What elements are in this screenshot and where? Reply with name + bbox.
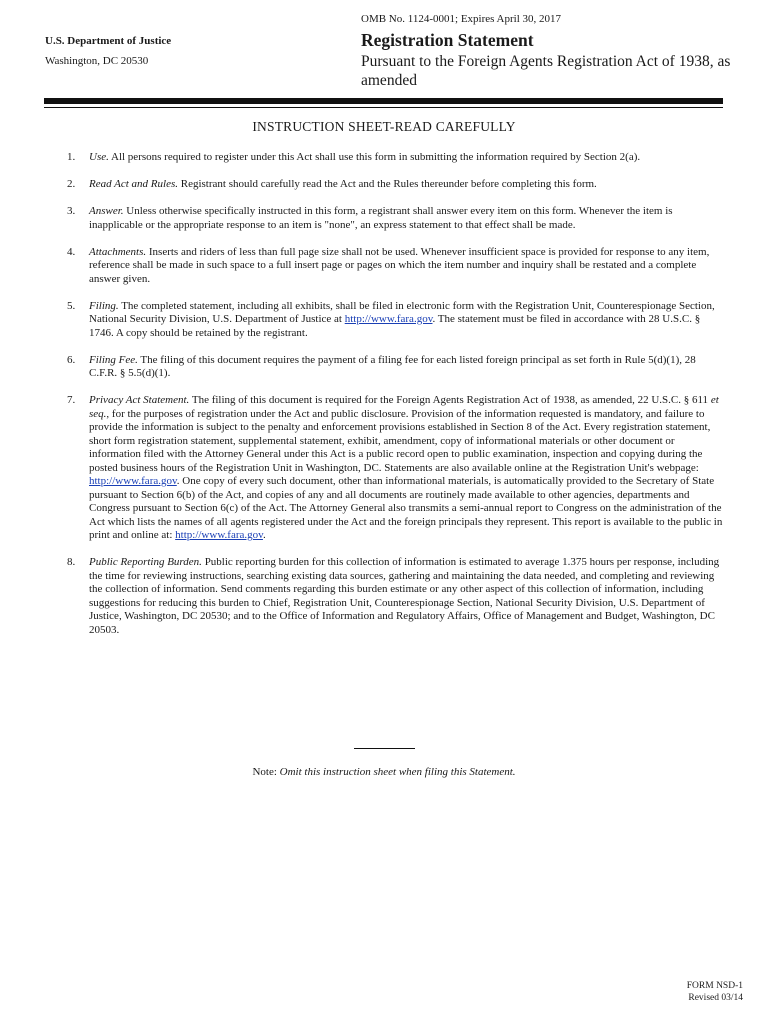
omit-note xyxy=(0,766,768,778)
item-text: Unless otherwise specifically instructed in this form, a registrant shall answer every item on this form. Whenever the item is inapplicable or the appropriate response to an item is "none", an express statement to that effect shall be made. xyxy=(89,205,673,231)
instruction-item-filing-fee xyxy=(0,354,768,381)
item-text: The filing of this document requires the payment of a filing fee for each listed foreign principal as set forth in Rule 5(d)(1), 28 C.F.R. § 5.5(d)(1). xyxy=(89,353,696,379)
department-location: Washington, DC 20530 xyxy=(45,55,149,67)
instruction-item-read-act xyxy=(0,178,768,192)
header-rule-thin xyxy=(44,107,723,108)
department-name: U.S. Department of Justice xyxy=(45,35,172,47)
form-subtitle: Pursuant to the Foreign Agents Registration Act of 1938, as amended xyxy=(361,53,731,89)
item-lead: Filing. xyxy=(89,299,119,312)
item-lead: Filing Fee. xyxy=(89,353,138,366)
instruction-item-filing xyxy=(0,300,768,341)
title-block xyxy=(361,30,741,90)
item-text: Inserts and riders of less than full page size shall not be used. Whenever insufficient space is provided for response to any item, reference shall be made in such space to a full insert page or pages on which the item number and inquiry shall be restated and a complete answer given. xyxy=(89,245,710,285)
item-number: 6. xyxy=(67,353,76,366)
et-seq-text: et seq. xyxy=(89,394,719,420)
item-number: 5. xyxy=(67,299,76,312)
note-text: Omit this instruction sheet when filing this Statement. xyxy=(279,766,516,778)
item-number: 2. xyxy=(67,178,76,190)
instruction-item-attachments xyxy=(0,246,768,287)
item-number: 7. xyxy=(67,394,76,406)
item-lead: Answer. xyxy=(89,205,124,217)
item-lead: Attachments. xyxy=(89,245,147,258)
form-title: Registration Statement xyxy=(361,30,534,50)
fara-link[interactable]: http://www.fara.gov xyxy=(344,313,433,325)
item-text: . xyxy=(262,529,266,541)
instruction-item-privacy-act xyxy=(0,394,768,543)
separator-rule xyxy=(354,748,415,749)
item-text: Public reporting burden for this collection of information is estimated to average 1.375 hours per response, including the time for reviewing instructions, searching existing data sources, gathering and maintaining the data needed, and completing and reviewing the collection of information. Send comments regarding this burden estimate or any other aspect of this collection of information, including suggestions for reducing this burden to Chief, Registration Unit, Counterespionage Section, National Security Division, U.S. Department of Justice, Washington, DC 20530; and to the Office of Information and Regulatory Affairs, Office of Management and Budget, Washington, DC 20503. xyxy=(89,556,720,636)
instruction-item-use xyxy=(0,151,768,165)
item-lead: Privacy Act Statement. xyxy=(89,394,190,406)
form-footer xyxy=(687,980,743,1004)
instruction-item-reporting-burden xyxy=(0,556,768,637)
revision-date: Revised 03/14 xyxy=(688,993,743,1003)
item-number: 3. xyxy=(67,205,76,217)
instruction-list xyxy=(0,151,768,651)
instruction-item-answer xyxy=(0,205,768,232)
item-text: The completed statement, including all exhibits, shall be filed in electronic form with the Registration Unit, Counterespionage Section, National Security Division, U.S. Department of Justice at xyxy=(89,299,715,325)
fara-link[interactable]: http://www.fara.gov xyxy=(175,529,263,541)
form-number: FORM NSD-1 xyxy=(686,981,743,991)
omb-number: OMB No. 1124-0001; Expires April 30, 2017 xyxy=(361,13,562,25)
item-number: 8. xyxy=(67,556,76,568)
item-text: Registrant should carefully read the Act and the Rules thereunder before completing this form. xyxy=(178,178,597,190)
item-text: . One copy of every such document, other than informational materials, is automatically provided to the Secretary of State pursuant to Section 6(b) of the Act, and copies of any and all documents are routinely made available to other agencies, departments and Congress pursuant to Section 6(c) of the Act. The Attorney General also transmits a semi-annual report to Congress on the administration of the Act which lists the names of all agents registered under the Act and the foreign principals they represent. This report is available to the public in print and online at: xyxy=(89,475,723,541)
item-number: 4. xyxy=(67,245,76,258)
item-lead: Public Reporting Burden. xyxy=(89,556,202,568)
fara-link[interactable]: http://www.fara.gov xyxy=(89,475,177,487)
item-text: The filing of this document is required for the Foreign Agents Registration Act of 1938, as amended, 22 U.S.C. § 611 xyxy=(189,394,711,406)
note-label: Note: xyxy=(252,766,280,778)
item-number: 1. xyxy=(67,151,76,163)
header-rule-thick xyxy=(44,98,723,104)
item-lead: Use. xyxy=(89,151,109,163)
item-text: , for the purposes of registration under the Act and public disclosure. Provision of the information requested is mandatory, and failure to provide the information is subject to the penalty and enforcement provisions established in Section 8 of the Act. Every registration statement, short form registration statement, supplemental statement, exhibit, amendment, copy of informational materials or other document or information filed with the Attorney General under this Act is a public record open to public examination, inspection and copying during the posted business hours of the Registration Unit in Washington, DC. Statements are also available online at the Registration Unit's webpage: xyxy=(89,407,711,474)
instruction-heading: INSTRUCTION SHEET-READ CAREFULLY xyxy=(252,119,516,134)
item-text: . The statement must be filed in accordance with 28 U.S.C. § 1746. A copy should be retained by the registrant. xyxy=(89,313,701,339)
item-lead: Read Act and Rules. xyxy=(89,178,178,190)
item-text: All persons required to register under this Act shall use this form in submitting the information required by Section 2(a). xyxy=(108,151,641,163)
